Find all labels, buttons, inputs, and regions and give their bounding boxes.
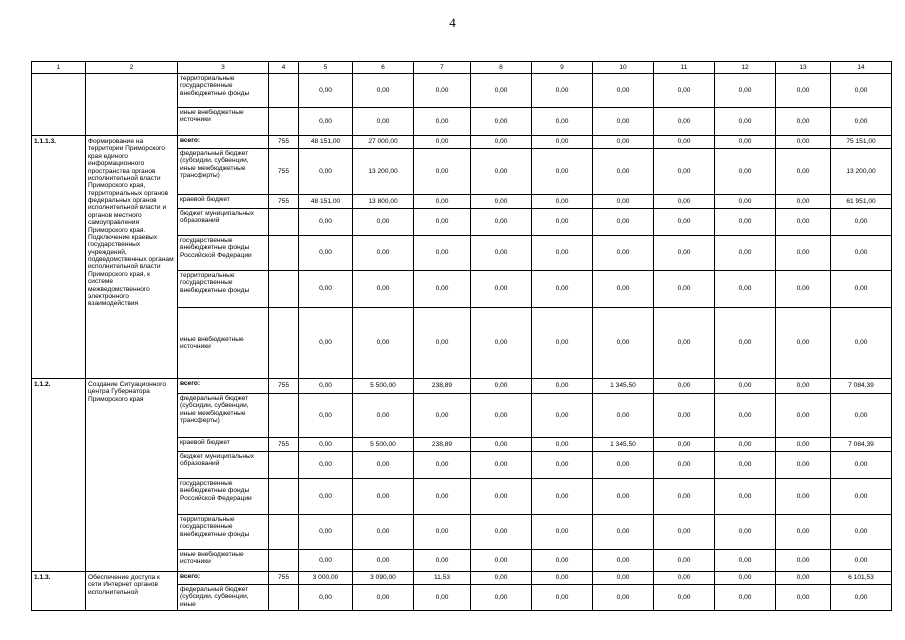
source-cell: иные внебюджетные источники: [178, 308, 269, 379]
value-cell: 0,00: [831, 585, 892, 611]
value-cell: 0,00: [532, 438, 593, 452]
source-cell: территориальные государственные внебюджетные фонды: [178, 74, 269, 108]
value-cell: 0,00: [831, 550, 892, 572]
value-cell: 0,00: [715, 394, 776, 438]
source-cell: государственные внебюджетные фонды Российской Федерации: [178, 236, 269, 271]
value-cell: 0,00: [776, 572, 831, 585]
source-cell: федеральный бюджет (субсидии, субвенции, иные межбюджетные трансферты): [178, 394, 269, 438]
value-cell: 0,00: [299, 108, 353, 136]
value-cell: 0,00: [654, 108, 715, 136]
header-cell: 8: [471, 62, 532, 74]
value-cell: 0,00: [471, 394, 532, 438]
value-cell: 0,00: [776, 209, 831, 236]
value-cell: 0,00: [593, 236, 654, 271]
header-cell: 7: [414, 62, 471, 74]
value-cell: 7 084,39: [831, 379, 892, 394]
value-cell: 3 000,00: [299, 572, 353, 585]
value-cell: 27 000,00: [353, 136, 414, 149]
value-cell: 0,00: [471, 195, 532, 209]
source-cell: федеральный бюджет (субсидии, субвенции, иные: [178, 585, 269, 611]
source-cell: бюджет муниципальных образований: [178, 209, 269, 236]
value-cell: 0,00: [299, 236, 353, 271]
source-cell: иные внебюджетные источники: [178, 108, 269, 136]
value-cell: 0,00: [776, 74, 831, 108]
header-row: [32, 62, 892, 74]
row-1-1-2-total: [32, 379, 892, 394]
item-code-cell: [32, 74, 86, 136]
value-cell: 0,00: [299, 271, 353, 308]
value-cell: 0,00: [776, 479, 831, 515]
value-cell: 0,00: [654, 585, 715, 611]
value-cell: 0,00: [414, 271, 471, 308]
header-cell: 14: [831, 62, 892, 74]
value-cell: 0,00: [593, 550, 654, 572]
value-cell: 0,00: [299, 438, 353, 452]
value-cell: 0,00: [715, 572, 776, 585]
code-cell: 755: [269, 438, 299, 452]
value-cell: 3 090,00: [353, 572, 414, 585]
header-cell: 13: [776, 62, 831, 74]
value-cell: 0,00: [532, 379, 593, 394]
value-cell: 0,00: [353, 585, 414, 611]
value-cell: 0,00: [715, 236, 776, 271]
value-cell: 5 500,00: [353, 379, 414, 394]
value-cell: 0,00: [532, 236, 593, 271]
value-cell: 0,00: [654, 271, 715, 308]
value-cell: 0,00: [776, 136, 831, 149]
value-cell: 0,00: [831, 209, 892, 236]
value-cell: 0,00: [532, 585, 593, 611]
value-cell: 0,00: [654, 149, 715, 195]
value-cell: 0,00: [353, 108, 414, 136]
value-cell: 0,00: [471, 479, 532, 515]
code-cell: 755: [269, 195, 299, 209]
value-cell: 0,00: [471, 149, 532, 195]
code-cell: [269, 209, 299, 236]
header-cell: 2: [86, 62, 178, 74]
code-cell: [269, 515, 299, 550]
value-cell: 0,00: [299, 149, 353, 195]
value-cell: 0,00: [299, 585, 353, 611]
value-cell: 0,00: [593, 195, 654, 209]
code-cell: [269, 108, 299, 136]
value-cell: 0,00: [654, 308, 715, 379]
value-cell: 0,00: [776, 438, 831, 452]
value-cell: 238,89: [414, 438, 471, 452]
value-cell: 0,00: [471, 136, 532, 149]
code-cell: 755: [269, 379, 299, 394]
value-cell: 0,00: [299, 452, 353, 479]
value-cell: 0,00: [353, 550, 414, 572]
value-cell: 0,00: [715, 149, 776, 195]
value-cell: 0,00: [532, 308, 593, 379]
header-cell: 3: [178, 62, 269, 74]
value-cell: 0,00: [299, 308, 353, 379]
value-cell: 0,00: [532, 394, 593, 438]
value-cell: 0,00: [654, 236, 715, 271]
value-cell: 0,00: [654, 550, 715, 572]
value-cell: 0,00: [532, 136, 593, 149]
value-cell: 0,00: [299, 550, 353, 572]
page-number: 4: [449, 15, 456, 30]
value-cell: 0,00: [776, 452, 831, 479]
value-cell: 0,00: [831, 515, 892, 550]
header-cell: 11: [654, 62, 715, 74]
value-cell: 0,00: [353, 209, 414, 236]
value-cell: 0,00: [715, 550, 776, 572]
value-cell: 0,00: [776, 394, 831, 438]
value-cell: 0,00: [414, 394, 471, 438]
code-cell: [269, 308, 299, 379]
value-cell: 0,00: [353, 515, 414, 550]
value-cell: 0,00: [715, 438, 776, 452]
value-cell: 0,00: [776, 515, 831, 550]
item-name-cell: Создание Ситуационного центра Губернатора Приморского края: [86, 379, 178, 572]
value-cell: 0,00: [654, 452, 715, 479]
value-cell: 0,00: [654, 195, 715, 209]
source-cell: территориальные государственные внебюджетные фонды: [178, 515, 269, 550]
value-cell: 0,00: [776, 550, 831, 572]
value-cell: 0,00: [414, 308, 471, 379]
source-cell: бюджет муниципальных образований: [178, 452, 269, 479]
value-cell: 0,00: [299, 394, 353, 438]
source-cell: иные внебюджетные источники: [178, 550, 269, 572]
value-cell: 0,00: [414, 149, 471, 195]
item-name-cell: Обеспечение доступа к сети Интернет органов исполнительной: [86, 572, 178, 611]
value-cell: 0,00: [532, 479, 593, 515]
value-cell: 6 101,53: [831, 572, 892, 585]
value-cell: 48 151,00: [299, 136, 353, 149]
value-cell: 0,00: [593, 452, 654, 479]
code-cell: [269, 271, 299, 308]
value-cell: 0,00: [593, 149, 654, 195]
value-cell: 0,00: [414, 108, 471, 136]
value-cell: 0,00: [532, 149, 593, 195]
value-cell: 0,00: [776, 271, 831, 308]
header-cell: 12: [715, 62, 776, 74]
value-cell: 61 951,00: [831, 195, 892, 209]
code-cell: [269, 452, 299, 479]
value-cell: 0,00: [299, 515, 353, 550]
value-cell: 0,00: [532, 572, 593, 585]
value-cell: 13 200,00: [831, 149, 892, 195]
value-cell: 0,00: [654, 572, 715, 585]
value-cell: 0,00: [532, 452, 593, 479]
value-cell: 0,00: [299, 209, 353, 236]
value-cell: 0,00: [776, 195, 831, 209]
value-cell: 0,00: [532, 515, 593, 550]
value-cell: 0,00: [532, 550, 593, 572]
value-cell: 0,00: [471, 585, 532, 611]
value-cell: 0,00: [593, 572, 654, 585]
value-cell: 0,00: [471, 452, 532, 479]
value-cell: 0,00: [471, 308, 532, 379]
item-code-cell: 1.1.3.: [32, 572, 86, 611]
item-code-cell: 1.1.2.: [32, 379, 86, 572]
value-cell: 0,00: [776, 236, 831, 271]
value-cell: 0,00: [715, 195, 776, 209]
value-cell: 0,00: [353, 271, 414, 308]
value-cell: 0,00: [654, 438, 715, 452]
value-cell: 0,00: [715, 479, 776, 515]
value-cell: 0,00: [831, 236, 892, 271]
value-cell: 0,00: [831, 394, 892, 438]
value-cell: 0,00: [471, 74, 532, 108]
value-cell: 0,00: [654, 209, 715, 236]
value-cell: 0,00: [776, 108, 831, 136]
code-cell: [269, 236, 299, 271]
code-cell: 755: [269, 572, 299, 585]
value-cell: 0,00: [532, 271, 593, 308]
value-cell: 0,00: [593, 271, 654, 308]
value-cell: 0,00: [593, 479, 654, 515]
value-cell: 0,00: [532, 74, 593, 108]
value-cell: 0,00: [471, 108, 532, 136]
value-cell: 0,00: [414, 136, 471, 149]
value-cell: 0,00: [353, 74, 414, 108]
value-cell: 0,00: [654, 394, 715, 438]
header-cell: 10: [593, 62, 654, 74]
item-code-cell: 1.1.1.3.: [32, 136, 86, 379]
value-cell: 0,00: [776, 149, 831, 195]
header-cell: 1: [32, 62, 86, 74]
value-cell: 0,00: [471, 209, 532, 236]
value-cell: 13 800,00: [353, 195, 414, 209]
value-cell: 0,00: [654, 74, 715, 108]
value-cell: 48 151,00: [299, 195, 353, 209]
value-cell: 0,00: [831, 74, 892, 108]
value-cell: 0,00: [414, 515, 471, 550]
item-name-cell: [86, 74, 178, 136]
value-cell: 0,00: [776, 585, 831, 611]
value-cell: 0,00: [715, 271, 776, 308]
value-cell: 0,00: [353, 236, 414, 271]
value-cell: 0,00: [715, 515, 776, 550]
value-cell: 13 200,00: [353, 149, 414, 195]
value-cell: 0,00: [471, 550, 532, 572]
value-cell: 0,00: [654, 515, 715, 550]
value-cell: 0,00: [654, 479, 715, 515]
budget-table: [31, 61, 892, 611]
value-cell: 0,00: [471, 271, 532, 308]
value-cell: 0,00: [414, 550, 471, 572]
value-cell: 238,89: [414, 379, 471, 394]
row-1-1-1-3-total: [32, 136, 892, 149]
value-cell: 0,00: [532, 209, 593, 236]
value-cell: 0,00: [353, 479, 414, 515]
value-cell: 0,00: [353, 394, 414, 438]
value-cell: 1 345,50: [593, 379, 654, 394]
header-cell: 4: [269, 62, 299, 74]
value-cell: 7 084,39: [831, 438, 892, 452]
value-cell: 0,00: [831, 479, 892, 515]
value-cell: 0,00: [299, 479, 353, 515]
value-cell: 0,00: [831, 308, 892, 379]
item-name-cell: Формирование на территории Приморского края единого информационного пространства органов исполнительной власти Приморского края, территориальных органов федеральных органов исполнительной власти и органов местного самоуправления Приморского края. Подключение краевых государственных учреждений, подведомственных органам исполнительной власти Приморского края, к системе межведомственного электронного взаимодействия: [86, 136, 178, 379]
value-cell: 0,00: [414, 209, 471, 236]
value-cell: 0,00: [593, 136, 654, 149]
value-cell: 0,00: [654, 136, 715, 149]
value-cell: 0,00: [831, 271, 892, 308]
source-cell: государственные внебюджетные фонды Российской Федерации: [178, 479, 269, 515]
value-cell: 0,00: [414, 195, 471, 209]
code-cell: [269, 550, 299, 572]
value-cell: 5 500,00: [353, 438, 414, 452]
value-cell: 0,00: [299, 379, 353, 394]
value-cell: 0,00: [471, 236, 532, 271]
value-cell: 0,00: [471, 515, 532, 550]
header-cell: 9: [532, 62, 593, 74]
value-cell: 0,00: [831, 452, 892, 479]
value-cell: 0,00: [353, 308, 414, 379]
code-cell: [269, 479, 299, 515]
value-cell: 0,00: [593, 308, 654, 379]
value-cell: 0,00: [715, 452, 776, 479]
value-cell: 0,00: [831, 108, 892, 136]
value-cell: 0,00: [776, 379, 831, 394]
value-cell: 0,00: [654, 379, 715, 394]
source-cell: территориальные государственные внебюджетные фонды: [178, 271, 269, 308]
value-cell: 0,00: [471, 572, 532, 585]
header-cell: 6: [353, 62, 414, 74]
value-cell: 0,00: [715, 108, 776, 136]
value-cell: 0,00: [414, 585, 471, 611]
value-cell: 0,00: [593, 585, 654, 611]
value-cell: 0,00: [715, 308, 776, 379]
value-cell: 0,00: [593, 74, 654, 108]
value-cell: 0,00: [776, 308, 831, 379]
value-cell: 0,00: [414, 452, 471, 479]
table-row: [32, 74, 892, 108]
source-cell: всего:: [178, 379, 269, 394]
value-cell: 0,00: [414, 236, 471, 271]
header-cell: 5: [299, 62, 353, 74]
value-cell: 0,00: [532, 195, 593, 209]
value-cell: 0,00: [299, 74, 353, 108]
value-cell: 0,00: [593, 394, 654, 438]
value-cell: 75 151,00: [831, 136, 892, 149]
source-cell: всего:: [178, 572, 269, 585]
source-cell: всего:: [178, 136, 269, 149]
value-cell: 11,53: [414, 572, 471, 585]
source-cell: краевой бюджет: [178, 438, 269, 452]
value-cell: 0,00: [593, 108, 654, 136]
code-cell: [269, 74, 299, 108]
value-cell: 0,00: [715, 209, 776, 236]
value-cell: 0,00: [593, 209, 654, 236]
row-1-1-3-total: [32, 572, 892, 585]
value-cell: 0,00: [471, 379, 532, 394]
value-cell: 0,00: [471, 438, 532, 452]
value-cell: 1 345,50: [593, 438, 654, 452]
code-cell: [269, 394, 299, 438]
source-cell: краевой бюджет: [178, 195, 269, 209]
value-cell: 0,00: [414, 74, 471, 108]
value-cell: 0,00: [532, 108, 593, 136]
code-cell: [269, 585, 299, 611]
source-cell: федеральный бюджет (субсидии, субвенции, иные межбюджетные трансферты): [178, 149, 269, 195]
value-cell: 0,00: [715, 585, 776, 611]
code-cell: 755: [269, 136, 299, 149]
value-cell: 0,00: [715, 136, 776, 149]
code-cell: 755: [269, 149, 299, 195]
value-cell: 0,00: [593, 515, 654, 550]
value-cell: 0,00: [715, 74, 776, 108]
value-cell: 0,00: [715, 379, 776, 394]
value-cell: 0,00: [353, 452, 414, 479]
value-cell: 0,00: [414, 479, 471, 515]
